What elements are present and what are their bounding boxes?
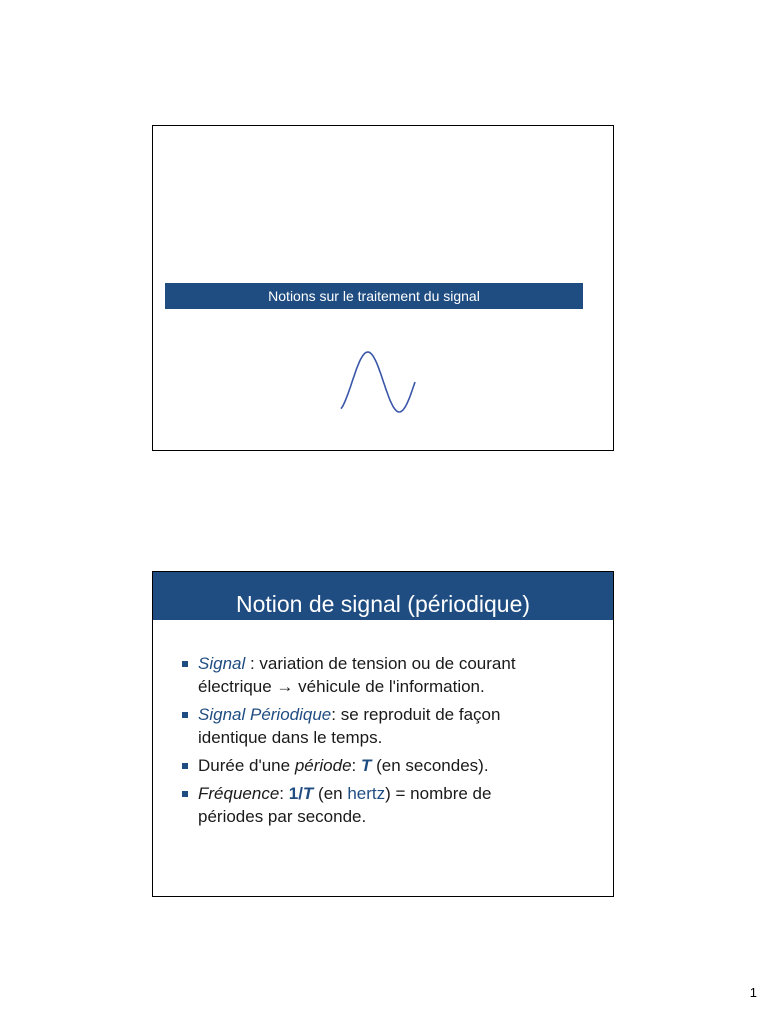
square-bullet-icon xyxy=(182,763,188,769)
bullet-text: : xyxy=(351,756,361,775)
bullet-text: : xyxy=(279,784,289,803)
square-bullet-icon xyxy=(182,661,188,667)
term-signal: Signal xyxy=(198,654,246,673)
unit-hertz: hertz xyxy=(347,784,386,803)
value-one-over: 1/ xyxy=(288,784,303,803)
bullet-item xyxy=(179,782,599,828)
bullet-text: (en xyxy=(313,784,348,803)
page-number: 1 xyxy=(749,985,757,1000)
bullet-item xyxy=(179,652,599,698)
bullet-text: : variation de tension ou de courant xyxy=(245,654,516,673)
bullet-text: (en secondes). xyxy=(371,756,489,775)
square-bullet-icon xyxy=(182,791,188,797)
sine-wave-icon xyxy=(303,326,443,436)
bullet-list xyxy=(179,652,599,833)
bullet-text: : se reproduit de façon xyxy=(331,705,501,724)
square-bullet-icon xyxy=(182,712,188,718)
slide-1 xyxy=(152,125,614,451)
slide-1-title: Notions sur le traitement du signal xyxy=(165,283,583,309)
slide-2-header xyxy=(153,572,613,620)
bullet-text: ) = nombre de xyxy=(385,784,492,803)
bullet-item xyxy=(179,703,599,749)
slide-2 xyxy=(152,571,614,897)
bullet-text: identique dans le temps. xyxy=(198,728,383,747)
term-signal-periodique: Signal Périodique xyxy=(198,705,332,724)
term-frequence: Fréquence xyxy=(198,784,280,803)
bullet-text: électrique → véhicule de l'information. xyxy=(198,677,485,696)
bullet-text: Durée d'une xyxy=(198,756,295,775)
bullet-text: périodes par seconde. xyxy=(198,807,367,826)
symbol-t: T xyxy=(302,784,314,803)
term-periode: période xyxy=(294,756,352,775)
symbol-t: T xyxy=(360,756,372,775)
slide-2-title: Notion de signal (périodique) xyxy=(235,591,531,617)
bullet-item xyxy=(179,754,599,777)
